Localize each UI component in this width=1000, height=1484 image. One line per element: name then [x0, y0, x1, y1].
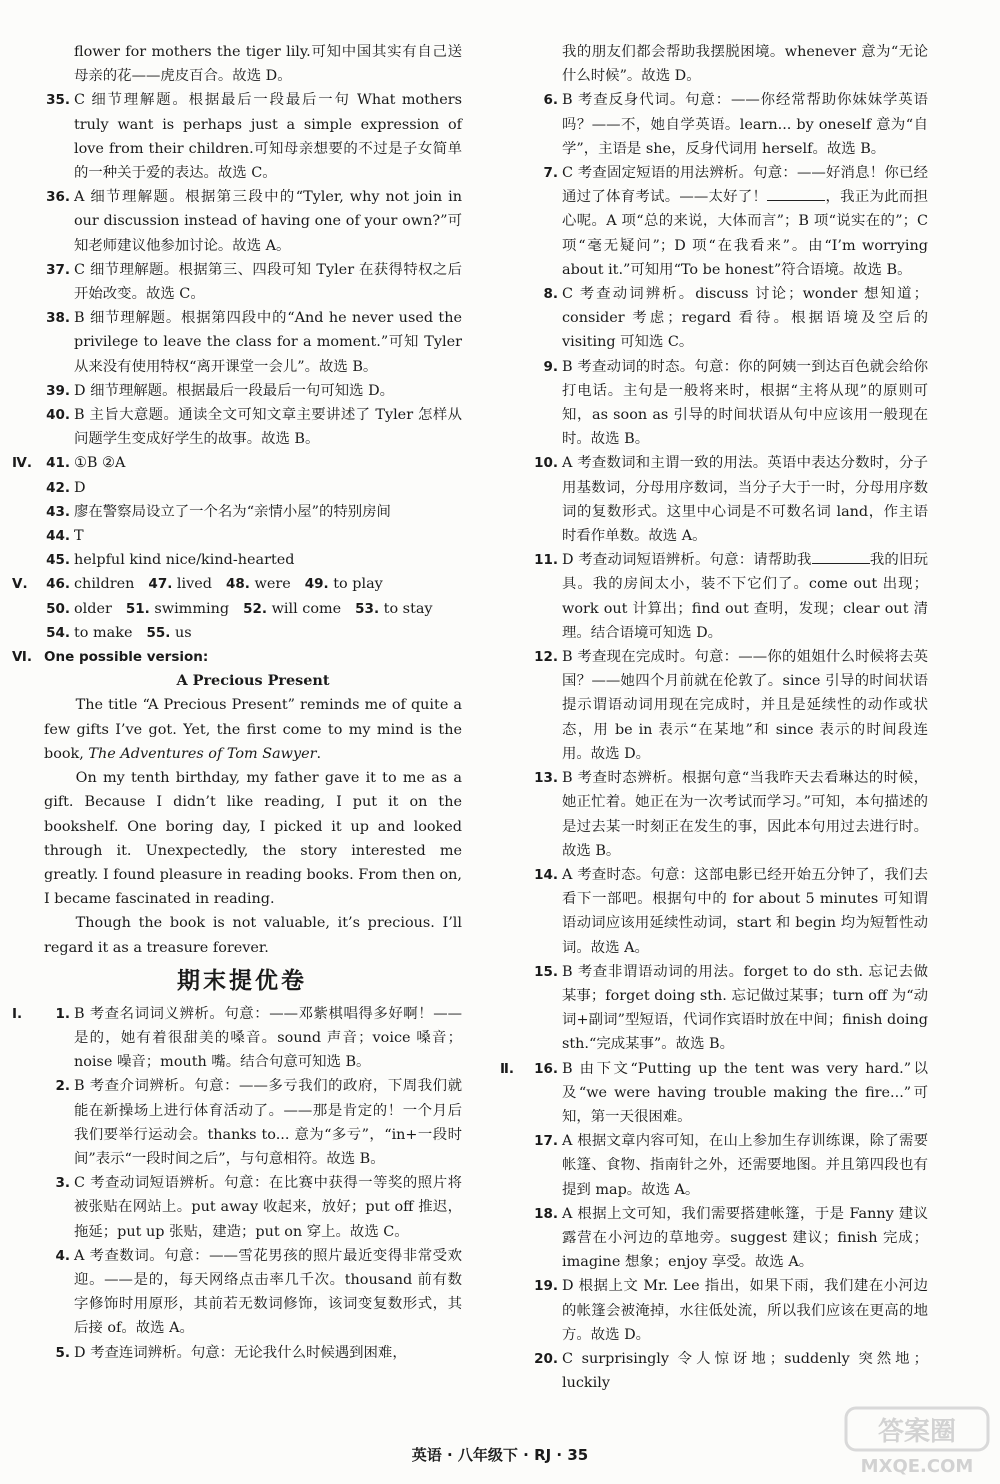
answer-44: 44. T	[46, 528, 84, 545]
answer-12: 12. B 考查现在完成时。句意：——你的姐姐什么时候将去英国？——她四个月前就在伦敦了。since 引导的时间状语提示谓语动词用现在完成时，并且是延续性的动作或状态，用 be in 表示“在某地”和 since 表示的时间段连用。故选 D。	[534, 649, 928, 762]
answer-37: 37. C 细节理解题。根据第三、四段可知 Tyler 在获得特权之后开始改变。故选 C。	[46, 261, 462, 303]
right-column	[500, 40, 928, 1395]
answer-40: 40. B 主旨大意题。通读全文可知文章主要讲述了 Tyler 怎样从问题学生变成好学生的故事。故选 B。	[46, 407, 462, 448]
answer-17: 17. A 根据文章内容可知，在山上参加生存训练课，除了需要帐篷、食物、指南针之外，还需要地图。并且第四段也有提到 map。故选 A。	[534, 1133, 928, 1198]
continued-answer: flower for mothers the tiger lily.可知中国其实有自己送母亲的花——虎皮百合。故选 D。	[74, 44, 462, 85]
answer-8: 8. C 考查动词辨析。discuss 讨论；wonder 想知道；consider 考虑；regard 看待。根据语境及空后的 visiting 可知选 C。	[543, 286, 928, 351]
answer-2: 2. B 考查介词辨析。句意：——多亏我们的政府，下周我们就能在新操场上进行体育活动了。——那是肯定的！一个月后我们要举行运动会。thanks to... 意为“多亏”，“in+一段时间”表示“一段时间之后”，与句意相符。故选 B。	[55, 1078, 462, 1167]
blanks-row-3: 54. to make 55. us	[46, 624, 192, 641]
answer-20: 20. C surprisingly 令人惊讶地；suddenly 突然地；luckily	[534, 1350, 928, 1392]
answer-38: 38. B 细节理解题。根据第四段中的“And he never used the privilege to leave the class for a moment.”可知 Tyler 从来没有使用特权“离开课堂一会儿”。故选 B。	[46, 310, 462, 375]
answer-10: 10. A 考查数词和主谓一致的用法。英语中表达分数时，分子用基数词，分母用序数词，当分子大于一时，分母用序数词的复数形式。这里中心词是不可数名词 land，作主语时看作单数。故选 A。	[534, 455, 928, 545]
answer-4: 4. A 考查数词。句意：——雪花男孩的照片最近变得非常受欢迎。——是的，每天网络点击率几千次。thousand 前有数字修饰时用原形，其前若无数词修饰，该词变复数形式，其后接 of。故选 A。	[55, 1247, 462, 1337]
answer-18: 18. A 根据上文可知，我们需要搭建帐篷，于是 Fanny 建议露营在小河边的草地旁。suggest 建议；finish 完成；imagine 想象；enjoy 享受。故选 A。	[534, 1205, 928, 1271]
answer-13: 13. B 考查时态辨析。根据句意“当我昨天去看琳达的时候，她正忙着。她正在为一次考试而学习。”可知，本句描述的是过去某一时刻正在发生的事，因此本句用过去进行时。故选 B。	[534, 770, 928, 859]
answer-5: 5. D 考查连词辨析。句意：无论我什么时候遇到困难，	[55, 1344, 407, 1361]
answer-35: 35. C 细节理解题。根据最后一段最后一句 What mothers truly want is perhaps just a simple expression of love from their children.可知母亲想要的不过是子女简单的一种关于爱的表达。故选 C。	[46, 92, 462, 182]
answer-1: Ⅰ. 1. B 考查名词词义辨析。句意：——邓紫棋唱得多好啊！——是的，她有着很甜美的嗓音。sound 声音；voice 嗓音；noise 噪音；mouth 嘴。结合句意可知选 B。	[12, 1005, 462, 1071]
watermark-bottom: MXQE.COM	[860, 1456, 974, 1477]
answer-9: 9. B 考查动词的时态。句意：你的阿姨一到达百色就会给你打电话。主句是一般将来时，根据“主将从现”的原则可知，as soon as 引导的时间状语从句中应该用一般现在时。故选 B。	[543, 358, 928, 448]
essay-heading: Ⅵ. One possible version:	[12, 649, 209, 666]
answer-7: 7. C 考查固定短语的用法辨析。句意：——好消息！你已经通过了体育考试。——太好了！ ，我正为此而担心呢。A 项“总的来说，大体而言”；B 项“说实在的”；C 项“毫无疑问”；D 项“在我看来”。由“I’m worrying about it.”可知用“To be honest”符合语境。故选 B。	[543, 165, 928, 278]
section-title: 期末提优卷	[177, 967, 307, 994]
blanks-row-2: 50. older 51. swimming 52. will come 53. to stay	[46, 600, 433, 617]
essay-paragraph-1: The title “A Precious Present” reminds me of quite a few gifts I’ve got. Yet, the first come to my mind is the book, The Adventures of Tom Sawyer.	[44, 697, 462, 762]
answer-blank	[812, 549, 870, 564]
page-footer: 英语 · 八年级下 · RJ · 35	[411, 1446, 589, 1464]
answer-43: 43. 廖在警察局设立了一个名为“亲情小屋”的特别房间	[46, 503, 391, 520]
answer-39: 39. D 细节理解题。根据最后一段最后一句可知选 D。	[46, 382, 395, 399]
essay-paragraph-2: On my tenth birthday, my father gave it to me as a gift. Because I didn’t like reading, I put it on the bookshelf. One boring day, I picked it up and looked through it. Unexpectedly, the story interested me greatly. I found pleasure in reading books. From then on, I became fascinated in reading.	[44, 770, 462, 908]
watermark-top: 答案圈	[877, 1417, 957, 1447]
answer-3: 3. C 考查动词短语辨析。句意：在比赛中获得一等奖的照片将被张贴在网站上。put away 收起来，放好；put off 推迟，拖延；put up 张贴，建造；put on 穿上。故选 C。	[55, 1175, 462, 1240]
continued-answer-5: 我的朋友们都会帮助我摆脱困境。whenever 意为“无论什么时候”。故选 D。	[562, 44, 928, 85]
essay-title: A Precious Present	[176, 672, 330, 690]
watermark-logo	[842, 1402, 992, 1480]
answer-42: 42. D	[46, 479, 86, 496]
essay-paragraph-3: Though the book is not valuable, it’s precious. I’ll regard it as a treasure forever.	[44, 915, 462, 956]
answer-16: Ⅱ. 16. B 由下文“Putting up the tent was very hard.”以及“we were having trouble making the fire...”可知，第一天很困难。	[500, 1060, 928, 1125]
answer-45: 45. helpful kind nice/kind-hearted	[46, 552, 295, 569]
answer-6: 6. B 考查反身代词。句意：——你经常帮助你妹妹学英语吗？——不，她自学英语。learn... by oneself 意为“自学”，主语是 she，反身代词用 herself。故选 B。	[543, 92, 928, 157]
answer-19: 19. D 根据上文 Mr. Lee 指出，如果下雨，我们建在小河边的帐篷会被淹掉，水往低处流，所以我们应该在更高的地方。故选 D。	[534, 1278, 928, 1343]
left-column	[12, 40, 462, 1365]
answer-36: 36. A 细节理解题。根据第三段中的“Tyler, why not join in our discussion instead of having one of your own?”可知老师建议他参加讨论。故选 A。	[46, 189, 462, 254]
answer-11: 11. D 考查动词短语辨析。句意：请帮助我 我的旧玩具。我的房间太小，装不下它们了。come out 出现；work out 计算出；find out 查明，发现；clear out 清理。结合语境可知选 D。	[510, 548, 928, 645]
blanks-row-1: Ⅴ. 46. children 47. lived 48. were 49. to play	[12, 576, 383, 593]
answer-15: 15. B 考查非谓语动词的用法。forget to do sth. 忘记去做某事；forget doing sth. 忘记做过某事；turn off 为“动词+副词”型短语，代词作宾语时放在中间；finish doing sth.“完成某事”。故选 B。	[534, 963, 928, 1053]
answer-14: 14. A 考查时态。句意：这部电影已经开始五分钟了，我们去看下一部吧。根据句中的 for about 5 minutes 可知谓语动词应该用延续性动词，start 和 begin 均为短暂性动词。故选 A。	[534, 866, 928, 956]
answer-41: Ⅳ. 41. ①B ②A	[12, 455, 126, 472]
answer-blank	[767, 186, 825, 201]
